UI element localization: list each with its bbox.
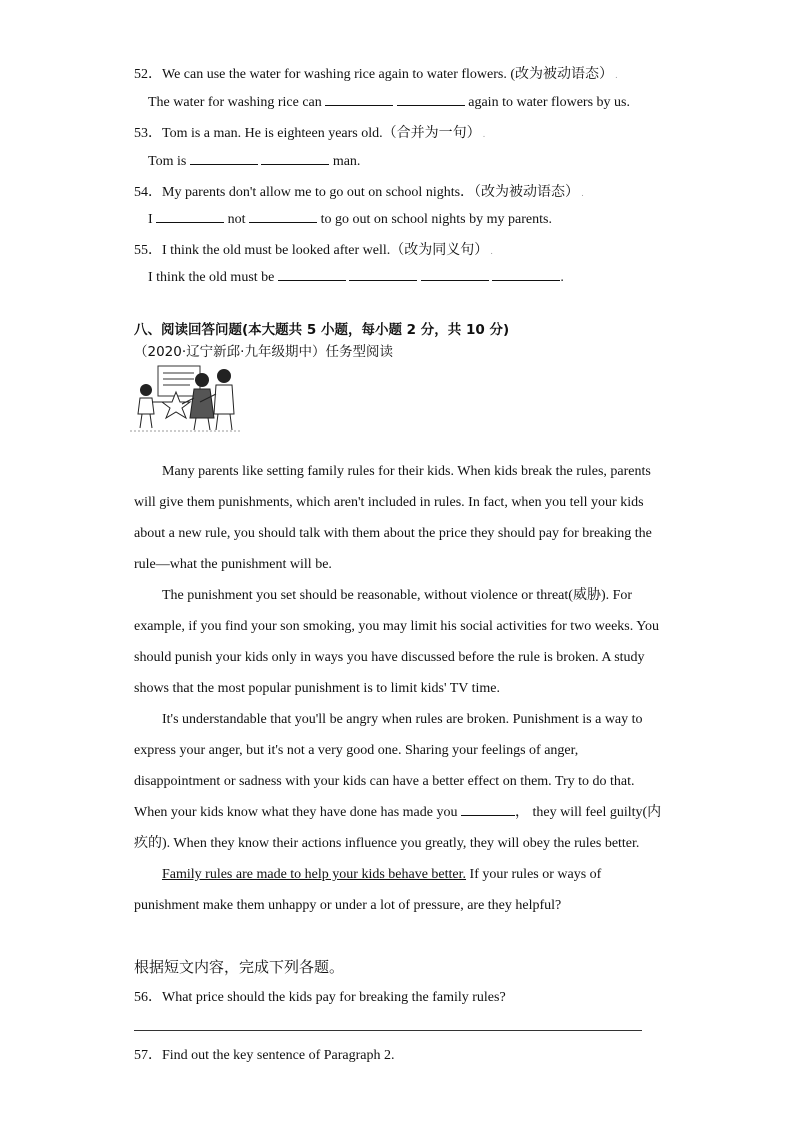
paragraph-3: It's understandable that you'll be angry when rules are broken. Punishment is a way to express your anger, but it's not a very good one. Sharing your feelings of anger, disappointment or sadness with your kids can have a better effect on them. Try to do that. When your kids know what they have done has made you ， they will feel guilty(内疚的). When they know their actions influence you greatly, they will obey the rules better. — [134, 712, 662, 851]
answer-line-56[interactable] — [134, 1030, 642, 1031]
paragraph-4: Family rules are made to help your kids behave better. If your rules or ways of punishment make them unhappy or under a lot of pressure, are they helpful? — [134, 867, 602, 913]
instruction: 根据短文内容，完成下列各题。 — [134, 958, 345, 976]
answer-blank[interactable] — [461, 803, 515, 816]
reading-passage — [134, 456, 666, 921]
section-source: （2020·辽宁新邱·九年级期中）任务型阅读 — [134, 344, 393, 360]
question-54: 54．My parents don't allow me to go out on school nights．（改为被动语态） . — [134, 185, 584, 200]
answer-blank[interactable] — [190, 152, 258, 165]
section-title: 八、阅读回答问题(本大题共 5 小题，每小题 2 分，共 10 分) — [134, 322, 510, 338]
paragraph-2: The punishment you set should be reasonable, without violence or threat(威胁). For example, if you find your son smoking, you may limit his social activities for two weeks. You should punish your kids only in ways you have discussed before the rule is broken. A study shows that the most popular punishment is to limit kids' TV time. — [134, 588, 659, 696]
answer-blank[interactable] — [492, 268, 560, 281]
answer-blank[interactable] — [278, 268, 346, 281]
family-illustration — [130, 362, 242, 434]
answer-blank[interactable] — [421, 268, 489, 281]
question-53: 53．Tom is a man. He is eighteen years old.（合并为一句） . — [134, 126, 486, 141]
answer-52: The water for washing rice can again to water flowers by us. — [148, 95, 630, 110]
answer-blank[interactable] — [261, 152, 329, 165]
question-57: 57．Find out the key sentence of Paragraph 2. — [134, 1048, 395, 1063]
question-55: 55．I think the old must be looked after well.（改为同义句） . — [134, 243, 493, 258]
paragraph-1: Many parents like setting family rules for their kids. When kids break the rules, parents will give them punishments, which aren't included in rules. In fact, when you tell your kids about a new rule, you should talk with them about the price they should pay for breaking the rule—what the punishment will be. — [134, 464, 652, 572]
answer-blank[interactable] — [156, 210, 224, 223]
question-52: 52．We can use the water for washing rice again to water flowers. (改为被动语态） . — [134, 67, 618, 82]
answer-blank[interactable] — [249, 210, 317, 223]
answer-blank[interactable] — [349, 268, 417, 281]
question-56: 56．What price should the kids pay for breaking the family rules? — [134, 990, 506, 1005]
answer-55: I think the old must be . — [148, 270, 564, 285]
key-sentence: Family rules are made to help your kids behave better. — [162, 867, 467, 882]
answer-54: I not to go out on school nights by my parents. — [148, 212, 552, 227]
answer-blank[interactable] — [397, 93, 465, 106]
answer-53: Tom is man. — [148, 154, 361, 169]
answer-blank[interactable] — [325, 93, 393, 106]
